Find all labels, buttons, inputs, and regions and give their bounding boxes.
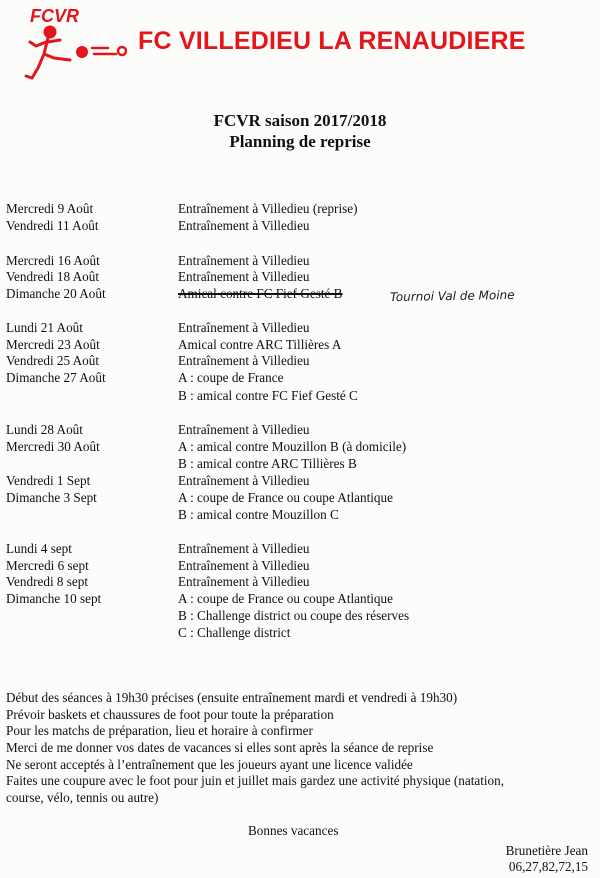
logo-text: FCVR [30,6,79,26]
schedule-activity: Entraînement à Villedieu [178,320,310,335]
schedule-day: Lundi 21 Août [6,320,83,335]
handwritten-note: Tournoi Val de Moine [389,287,515,305]
note-line: Pour les matchs de préparation, lieu et horaire à confirmer [6,723,313,738]
club-name: FC VILLEDIEU LA RENAUDIERE [138,27,526,55]
schedule-row [0,387,600,404]
footballer-icon [8,24,128,84]
schedule-day: Dimanche 10 sept [6,591,102,606]
schedule-activity: Entraînement à Villedieu [178,253,310,268]
schedule-activity: A : coupe de France ou coupe Atlantique [178,591,393,606]
schedule-activity: A : coupe de France ou coupe Atlantique [178,490,393,505]
schedule-activity: B : amical contre FC Fief Gesté C [178,388,358,403]
schedule-day: Mercredi 16 Août [6,253,100,268]
note-line: Faites une coupure avec le foot pour juin et juillet mais gardez une activité physique (natation, [6,773,505,788]
schedule-day: Mercredi 30 Août [6,439,100,454]
schedule-row [0,624,600,641]
schedule-day: Dimanche 3 Sept [6,490,97,505]
schedule-row [0,336,600,353]
schedule-row [0,489,600,506]
schedule-day: Vendredi 18 Août [6,269,100,284]
schedule-activity: A : coupe de France [178,370,284,385]
schedule-row [0,590,600,607]
schedule-activity: Entraînement à Villedieu (reprise) [178,201,358,216]
schedule-row [0,540,600,557]
schedule-row [0,252,600,269]
schedule-row [0,506,600,523]
schedule-row [0,268,600,285]
note-line: Ne seront acceptés à l’entraînement que les joueurs ayant une licence validée [6,757,413,772]
schedule-activity: Entraînement à Villedieu [178,473,310,488]
schedule-row [0,455,600,472]
schedule-activity: Entraînement à Villedieu [178,541,310,556]
schedule-activity: Entraînement à Villedieu [178,558,310,573]
schedule-row [0,421,600,438]
planning-title: Planning de reprise [229,132,371,151]
schedule-day: Mercredi 23 Août [6,337,100,352]
schedule-activity: B : amical contre ARC Tillières B [178,456,357,471]
schedule-day: Vendredi 1 Sept [6,473,91,488]
signature-name: Brunetière Jean [505,843,588,858]
schedule-row [0,352,600,369]
schedule-activity: C : Challenge district [178,625,291,640]
schedule-row [0,472,600,489]
schedule-day: Mercredi 9 Août [6,201,94,216]
schedule-day: Dimanche 20 Août [6,286,106,301]
schedule-activity: Entraînement à Villedieu [178,353,310,368]
schedule-row [0,217,600,234]
note-line: Prévoir baskets et chaussures de foot pour toute la préparation [6,707,334,722]
schedule-day: Vendredi 25 Août [6,353,100,368]
ball-icon [76,46,88,58]
note-line: Début des séances à 19h30 précises (ensuite entraînement mardi et vendredi à 19h30) [6,690,458,705]
schedule-row [0,573,600,590]
schedule-activity: Amical contre ARC Tillières A [178,337,342,352]
signature-phone: 06,27,82,72,15 [508,859,588,874]
club-logo [8,4,128,84]
schedule-day: Dimanche 27 Août [6,370,106,385]
schedule-activity: Amical contre FC Fief Gesté B [178,286,343,301]
schedule-activity: Entraînement à Villedieu [178,422,310,437]
schedule-day: Vendredi 8 sept [6,574,89,589]
schedule-row [0,438,600,455]
schedule-row [0,319,600,336]
schedule-activity: Entraînement à Villedieu [178,574,310,589]
schedule-activity: B : amical contre Mouzillon C [178,507,339,522]
schedule-row [0,369,600,386]
schedule-activity: Entraînement à Villedieu [178,269,310,284]
schedule-row [0,557,600,574]
schedule-day: Lundi 28 Août [6,422,83,437]
schedule-row [0,200,600,217]
note-line: Merci de me donner vos dates de vacances si elles sont après la séance de reprise [6,740,434,755]
schedule-day: Mercredi 6 sept [6,558,89,573]
schedule-day: Lundi 4 sept [6,541,72,556]
closing-text: Bonnes vacances [248,823,339,838]
schedule-activity: Entraînement à Villedieu [178,218,310,233]
schedule-row [0,607,600,624]
schedule-activity: A : amical contre Mouzillon B (à domicile) [178,439,407,454]
schedule-day: Vendredi 11 Août [6,218,99,233]
note-line: course, vélo, tennis ou autre) [6,790,159,805]
season-title: FCVR saison 2017/2018 [213,111,387,130]
schedule-activity: B : Challenge district ou coupe des réserves [178,608,410,623]
